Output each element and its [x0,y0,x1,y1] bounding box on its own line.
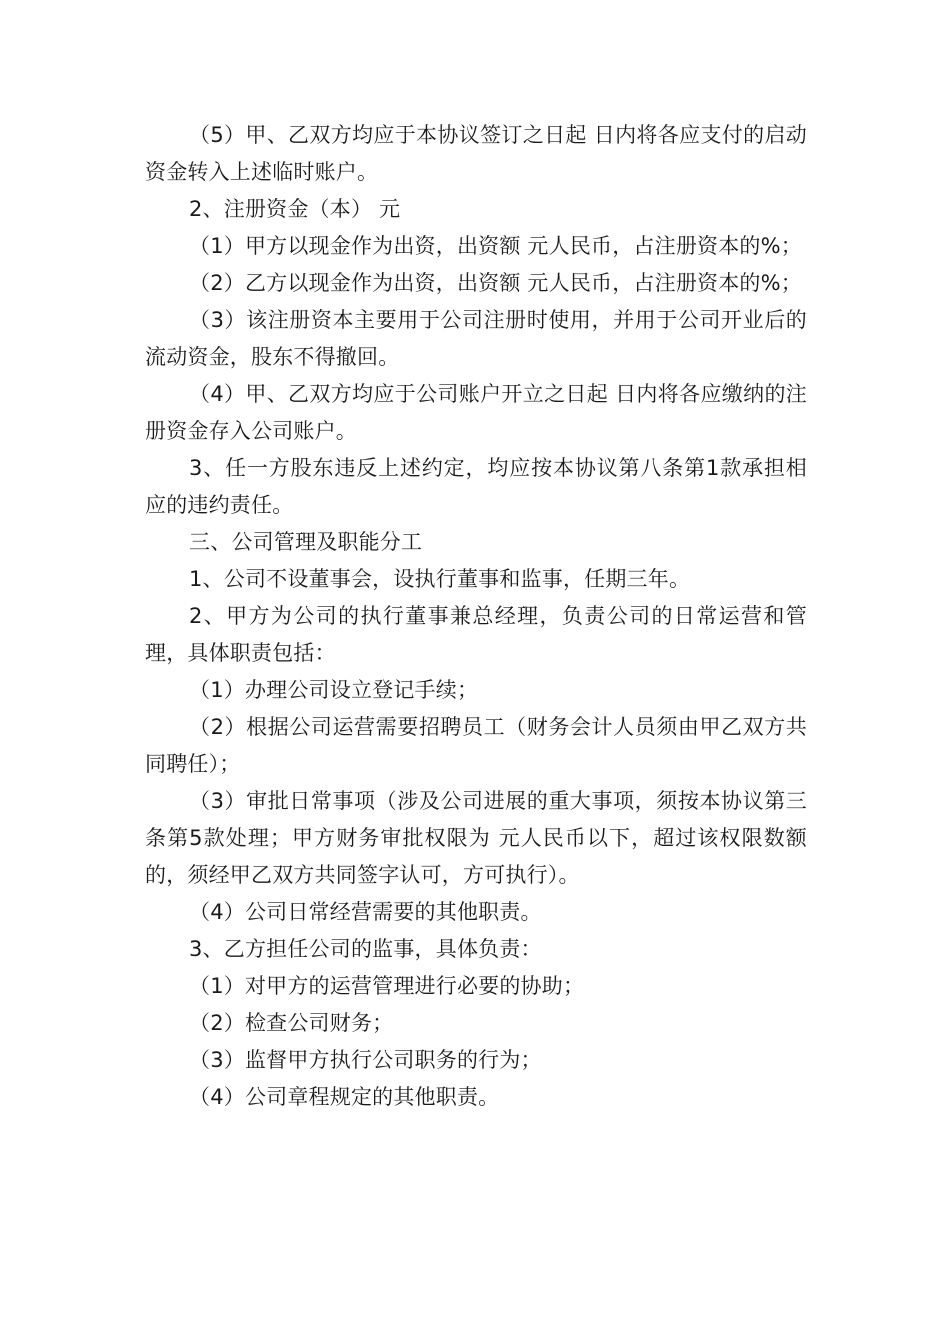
list-item-supervise: （3）监督甲方执行公司职务的行为； [189,1048,542,1072]
paragraph-party-a-duties: 2、甲方为公司的执行董事兼总经理，负责公司的日常运营和管理，具体职责包括： [145,604,807,665]
list-item-assist: （1）对甲方的运营管理进行必要的协助； [189,974,585,998]
section-heading-management: 三、公司管理及职能分工 [189,530,423,554]
paragraph-startup-fund-transfer: （5）甲、乙双方均应于本协议签订之日起 日内将各应支付的启动资金转入上述临时账户。 [145,123,807,184]
paragraph-party-a-contribution: （1）甲方以现金作为出资，出资额 元人民币，占注册资本的%； [189,234,802,258]
list-item-check-finance: （2）检查公司财务； [189,1011,394,1035]
paragraph-capital-deposit: （4）甲、乙双方均应于公司账户开立之日起 日内将各应缴纳的注册资金存入公司账户。 [145,382,807,443]
paragraph-party-b-supervisor: 3、乙方担任公司的监事，具体负责： [189,937,542,961]
list-item-approval: （3）审批日常事项（涉及公司进展的重大事项，须按本协议第三条第5款处理；甲方财务审批权限为 元人民币以下，超过该权限数额的，须经甲乙双方共同签字认可，方可执行）。 [145,789,807,887]
list-item-registration: （1）办理公司设立登记手续； [189,678,479,702]
paragraph-no-board: 1、公司不设董事会，设执行董事和监事，任期三年。 [189,567,691,591]
list-item-other-duties-b: （4）公司章程规定的其他职责。 [189,1085,500,1109]
list-item-other-duties-a: （4）公司日常经营需要的其他职责。 [189,900,542,924]
paragraph-party-b-contribution: （2）乙方以现金作为出资，出资额 元人民币，占注册资本的%； [189,271,802,295]
paragraph-registered-capital: 2、注册资金（本） 元 [189,197,401,221]
list-item-recruitment: （2）根据公司运营需要招聘员工（财务会计人员须由甲乙双方共同聘任）； [145,715,807,776]
document-body [145,117,807,1116]
paragraph-breach-liability: 3、任一方股东违反上述约定，均应按本协议第八条第1款承担相应的违约责任。 [145,456,807,517]
paragraph-capital-usage: （3）该注册资本主要用于公司注册时使用，并用于公司开业后的流动资金，股东不得撤回。 [145,308,807,369]
